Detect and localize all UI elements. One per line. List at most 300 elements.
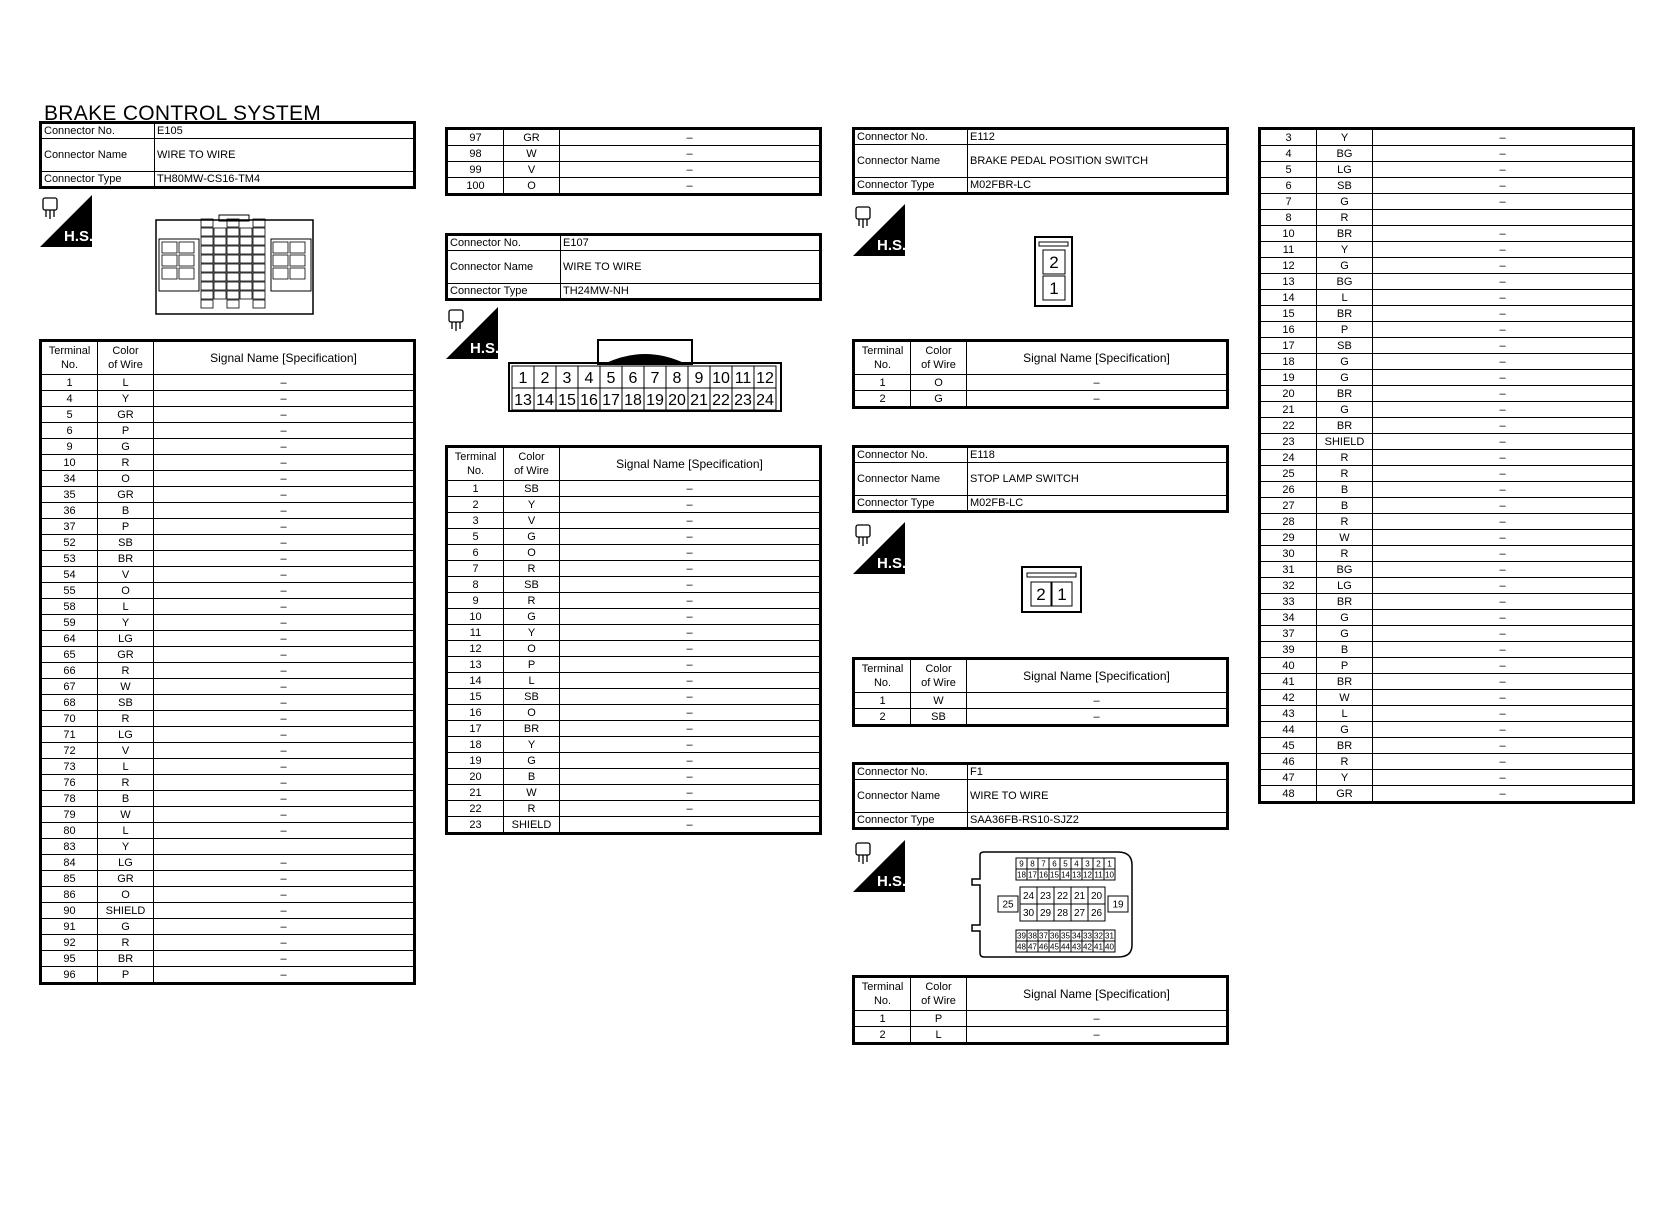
wire-color: LG [98, 855, 154, 871]
terminal-row [1260, 466, 1634, 482]
terminal-number: 100 [447, 178, 504, 195]
svg-text:13: 13 [514, 391, 532, 409]
connector-pin [1088, 904, 1105, 921]
wire-color: L [504, 673, 560, 689]
connector-e118-header [852, 445, 1229, 513]
terminal-number: 7 [1260, 194, 1317, 210]
svg-text:H.S.: H.S. [877, 873, 905, 890]
signal-name: – [154, 743, 415, 759]
terminal-row [1260, 146, 1634, 162]
wire-color: B [1317, 482, 1373, 498]
connector-pin [556, 388, 578, 410]
hs-badge-icon [40, 195, 92, 247]
wire-color: O [504, 641, 560, 657]
terminal-row [447, 545, 821, 561]
terminal-row [854, 1011, 1228, 1027]
terminal-number: 45 [1260, 738, 1317, 754]
terminal-number: 21 [1260, 402, 1317, 418]
connector-f1-section [852, 762, 1229, 830]
terminal-row [41, 759, 415, 775]
wire-color: BG [1317, 274, 1373, 290]
terminal-number: 30 [1260, 546, 1317, 562]
terminal-row [447, 641, 821, 657]
connector-type-value: TH24MW-NH [561, 284, 821, 300]
connector-pin [1093, 858, 1104, 869]
wire-color: O [504, 545, 560, 561]
signal-name: – [560, 129, 821, 146]
terminal-number: 34 [1260, 610, 1317, 626]
connector-e105-header [39, 121, 416, 189]
terminal-number: 19 [447, 753, 504, 769]
terminal-row [41, 903, 415, 919]
connector-e112-section [852, 127, 1229, 195]
hs-badge-icon [853, 840, 905, 892]
signal-name: – [1373, 274, 1634, 290]
signal-name: – [1373, 690, 1634, 706]
wire-color: R [504, 593, 560, 609]
signal-name: – [560, 817, 821, 834]
terminal-no-header: Terminal No. [854, 977, 911, 1011]
terminal-number: 96 [41, 967, 98, 984]
signal-name: – [1373, 290, 1634, 306]
terminal-row [1260, 194, 1634, 210]
signal-name: – [1373, 530, 1634, 546]
wire-color: W [98, 679, 154, 695]
wire-color: W [1317, 690, 1373, 706]
connector-e118-section [852, 445, 1229, 513]
signal-name: – [154, 711, 415, 727]
svg-text:38: 38 [1028, 931, 1037, 941]
wire-color: R [1317, 546, 1373, 562]
connector-f1-face-diagram [968, 851, 1136, 959]
connector-e112-terminal-table [852, 339, 1229, 409]
terminal-number: 27 [1260, 498, 1317, 514]
connector-pin [578, 366, 600, 388]
svg-text:12: 12 [756, 369, 774, 387]
connector-f1-terminal-table-continued [1258, 127, 1635, 804]
connector-pin [1082, 941, 1093, 952]
connector-e118-terminal-table [852, 657, 1229, 727]
hs-badge-icon [446, 307, 498, 359]
connector-pin [688, 388, 710, 410]
wire-color: B [1317, 642, 1373, 658]
terminal-row [1260, 129, 1634, 146]
terminal-number: 86 [41, 887, 98, 903]
terminal-number: 6 [41, 423, 98, 439]
signal-name: – [154, 455, 415, 471]
terminal-row [41, 391, 415, 407]
svg-text:8: 8 [1030, 859, 1035, 869]
svg-text:1: 1 [1107, 859, 1112, 869]
terminal-number: 22 [447, 801, 504, 817]
wire-color: R [1317, 466, 1373, 482]
svg-text:12: 12 [1083, 870, 1092, 880]
svg-text:16: 16 [1039, 870, 1048, 880]
wire-color: V [98, 567, 154, 583]
connector-pin [1082, 869, 1093, 880]
terminal-row [41, 855, 415, 871]
wire-color: SB [98, 535, 154, 551]
terminal-number: 35 [41, 487, 98, 503]
connector-pin [1049, 930, 1060, 941]
connector-pin [1071, 869, 1082, 880]
wire-color: V [504, 513, 560, 529]
svg-text:1: 1 [1049, 279, 1059, 299]
signal-name: – [1373, 129, 1634, 146]
wire-color: G [1317, 722, 1373, 738]
signal-name: – [154, 823, 415, 839]
connector-pin [1093, 941, 1104, 952]
connector-type-label: Connector Type [447, 284, 561, 300]
terminal-number: 83 [41, 839, 98, 855]
signal-name: – [154, 631, 415, 647]
terminal-number: 19 [1260, 370, 1317, 386]
signal-name: – [560, 753, 821, 769]
svg-text:14: 14 [536, 391, 554, 409]
connector-pin [1082, 858, 1093, 869]
wire-color: Y [1317, 770, 1373, 786]
signal-name: – [1373, 226, 1634, 242]
terminal-row [447, 705, 821, 721]
terminal-number: 91 [41, 919, 98, 935]
signal-name: – [1373, 498, 1634, 514]
terminal-number: 32 [1260, 578, 1317, 594]
connector-e105-continued [445, 127, 822, 196]
connector-pin [1104, 930, 1115, 941]
svg-text:14: 14 [1061, 870, 1070, 880]
terminal-row [1260, 674, 1634, 690]
svg-text:24: 24 [756, 391, 774, 409]
signal-name: – [560, 769, 821, 785]
signal-name: – [560, 737, 821, 753]
connector-pin [1060, 869, 1071, 880]
wire-color: G [504, 753, 560, 769]
svg-text:24: 24 [1022, 891, 1035, 903]
terminal-number: 39 [1260, 642, 1317, 658]
wire-color: R [98, 711, 154, 727]
wire-color: L [98, 599, 154, 615]
terminal-number: 4 [41, 391, 98, 407]
svg-text:23: 23 [734, 391, 752, 409]
signal-name: – [560, 673, 821, 689]
connector-pin [1038, 930, 1049, 941]
wire-color: W [1317, 530, 1373, 546]
signal-name: – [1373, 594, 1634, 610]
connector-pin [1054, 904, 1071, 921]
terminal-number: 79 [41, 807, 98, 823]
signal-name: – [1373, 386, 1634, 402]
connector-type-value: SAA36FB-RS10-SJZ2 [968, 813, 1228, 829]
wire-color: R [98, 935, 154, 951]
terminal-number: 3 [447, 513, 504, 529]
connector-pin [732, 388, 754, 410]
wire-color: V [98, 743, 154, 759]
terminal-row [447, 817, 821, 834]
wire-color: GR [98, 871, 154, 887]
svg-text:31: 31 [1105, 931, 1114, 941]
terminal-row [447, 162, 821, 178]
signal-name: – [1373, 322, 1634, 338]
wire-color: Y [504, 497, 560, 513]
terminal-row [1260, 722, 1634, 738]
wire-color: BR [1317, 594, 1373, 610]
signal-name-header: Signal Name [Specification] [560, 447, 821, 481]
signal-name: – [967, 1011, 1228, 1027]
terminal-row [854, 693, 1228, 709]
wire-color: SB [504, 481, 560, 497]
connector-pin [1020, 887, 1037, 904]
svg-text:11: 11 [1094, 870, 1103, 880]
terminal-number: 43 [1260, 706, 1317, 722]
terminal-row [447, 561, 821, 577]
terminal-row [41, 807, 415, 823]
signal-name: – [1373, 146, 1634, 162]
terminal-row [447, 497, 821, 513]
terminal-row [447, 593, 821, 609]
connector-pin [1027, 858, 1038, 869]
wire-color: BR [1317, 226, 1373, 242]
wire-color: GR [98, 407, 154, 423]
terminal-number: 1 [854, 693, 911, 709]
connector-no-label: Connector No. [41, 123, 155, 139]
connector-pin [1071, 930, 1082, 941]
signal-name: – [1373, 610, 1634, 626]
wire-color: G [1317, 370, 1373, 386]
terminal-number: 17 [447, 721, 504, 737]
terminal-row [41, 727, 415, 743]
terminal-row [41, 711, 415, 727]
terminal-number: 31 [1260, 562, 1317, 578]
wire-color: Y [1317, 242, 1373, 258]
connector-pin [1104, 869, 1115, 880]
wire-color: L [1317, 290, 1373, 306]
svg-text:H.S.: H.S. [64, 228, 92, 245]
wire-color: G [1317, 258, 1373, 274]
terminal-row [41, 487, 415, 503]
terminal-row [41, 647, 415, 663]
signal-name: – [1373, 546, 1634, 562]
connector-pin [578, 388, 600, 410]
connector-name-label: Connector Name [854, 463, 968, 496]
svg-text:30: 30 [1022, 908, 1035, 920]
wire-color: G [911, 391, 967, 408]
terminal-row [447, 769, 821, 785]
wire-color: O [98, 471, 154, 487]
terminal-number: 1 [854, 375, 911, 391]
wire-color: BR [504, 721, 560, 737]
terminal-number: 29 [1260, 530, 1317, 546]
terminal-number: 17 [1260, 338, 1317, 354]
connector-pin [754, 388, 776, 410]
terminal-number: 18 [1260, 354, 1317, 370]
terminal-row [41, 423, 415, 439]
signal-name: – [1373, 434, 1634, 450]
terminal-number: 80 [41, 823, 98, 839]
wire-color: LG [98, 631, 154, 647]
svg-text:16: 16 [580, 391, 598, 409]
terminal-row [41, 967, 415, 984]
signal-name-header: Signal Name [Specification] [154, 341, 415, 375]
terminal-row [41, 503, 415, 519]
wire-color: SB [1317, 338, 1373, 354]
svg-text:34: 34 [1072, 931, 1081, 941]
wire-color: O [911, 375, 967, 391]
signal-name: – [1373, 306, 1634, 322]
wire-color: O [98, 583, 154, 599]
wire-color: P [504, 657, 560, 673]
connector-pin [1020, 904, 1037, 921]
signal-name: – [1373, 178, 1634, 194]
connector-e112-terminal-section [852, 339, 1229, 409]
signal-name: – [967, 391, 1228, 408]
terminal-number: 8 [1260, 210, 1317, 226]
terminal-number: 2 [854, 391, 911, 408]
connector-pin [556, 366, 578, 388]
svg-text:3: 3 [562, 369, 572, 387]
connector-type-label: Connector Type [854, 178, 968, 194]
svg-text:18: 18 [624, 391, 642, 409]
connector-pin [1037, 887, 1054, 904]
terminal-row [41, 695, 415, 711]
terminal-row [1260, 178, 1634, 194]
terminal-number: 2 [447, 497, 504, 513]
terminal-number: 13 [447, 657, 504, 673]
terminal-row [41, 439, 415, 455]
signal-name: – [1373, 738, 1634, 754]
terminal-number: 6 [447, 545, 504, 561]
svg-text:8: 8 [672, 369, 682, 387]
terminal-number: 12 [1260, 258, 1317, 274]
terminal-row [1260, 770, 1634, 786]
connector-no-label: Connector No. [854, 764, 968, 780]
terminal-row [447, 577, 821, 593]
connector-pin [1088, 887, 1105, 904]
svg-text:36: 36 [1050, 931, 1059, 941]
svg-text:6: 6 [1052, 859, 1057, 869]
terminal-row [854, 1027, 1228, 1044]
wire-color: BR [98, 951, 154, 967]
terminal-number: 6 [1260, 178, 1317, 194]
connector-pin [1037, 904, 1054, 921]
signal-name: – [1373, 370, 1634, 386]
terminal-row [1260, 578, 1634, 594]
hs-badge-icon [853, 522, 905, 574]
connector-name-value: WIRE TO WIRE [561, 251, 821, 284]
terminal-row [41, 471, 415, 487]
wire-color: R [1317, 450, 1373, 466]
svg-text:9: 9 [1019, 859, 1024, 869]
connector-e107-section [445, 233, 822, 301]
signal-name: – [154, 599, 415, 615]
terminal-row [41, 519, 415, 535]
svg-text:46: 46 [1039, 942, 1048, 952]
terminal-row [1260, 306, 1634, 322]
terminal-row [1260, 450, 1634, 466]
wire-color: P [1317, 322, 1373, 338]
wire-color: R [504, 801, 560, 817]
terminal-row [854, 375, 1228, 391]
signal-name: – [560, 609, 821, 625]
terminal-row [1260, 690, 1634, 706]
signal-name: – [1373, 258, 1634, 274]
terminal-row [41, 663, 415, 679]
svg-text:7: 7 [650, 369, 660, 387]
svg-text:15: 15 [558, 391, 576, 409]
wire-color: Y [504, 625, 560, 641]
signal-name: – [154, 951, 415, 967]
svg-text:17: 17 [1028, 870, 1037, 880]
signal-name: – [154, 567, 415, 583]
terminal-number: 9 [41, 439, 98, 455]
wire-color: G [504, 609, 560, 625]
signal-name: – [560, 513, 821, 529]
terminal-number: 1 [41, 375, 98, 391]
svg-text:42: 42 [1083, 942, 1092, 952]
terminal-number: 72 [41, 743, 98, 759]
connector-e112-face-diagram [1034, 236, 1074, 308]
terminal-number: 78 [41, 791, 98, 807]
signal-name: – [154, 679, 415, 695]
terminal-row [447, 753, 821, 769]
connector-pin [622, 366, 644, 388]
terminal-row [41, 823, 415, 839]
wire-color: B [1317, 498, 1373, 514]
terminal-number: 20 [447, 769, 504, 785]
terminal-number: 99 [447, 162, 504, 178]
connector-f1-header [852, 762, 1229, 830]
terminal-number: 90 [41, 903, 98, 919]
terminal-number: 68 [41, 695, 98, 711]
wire-color: R [1317, 754, 1373, 770]
terminal-number: 8 [447, 577, 504, 593]
connector-pin [644, 366, 666, 388]
wire-color: G [1317, 626, 1373, 642]
signal-name: – [154, 551, 415, 567]
signal-name: – [560, 641, 821, 657]
signal-name: – [154, 887, 415, 903]
svg-text:1: 1 [518, 369, 528, 387]
signal-name-header: Signal Name [Specification] [967, 977, 1228, 1011]
wire-color: P [1317, 658, 1373, 674]
wire-color: L [98, 375, 154, 391]
terminal-row [41, 887, 415, 903]
terminal-row [1260, 482, 1634, 498]
terminal-row [41, 839, 415, 855]
terminal-number: 41 [1260, 674, 1317, 690]
svg-text:6: 6 [628, 369, 638, 387]
terminal-number: 23 [447, 817, 504, 834]
wire-color-header: Color of Wire [911, 659, 967, 693]
signal-name: – [560, 545, 821, 561]
terminal-number: 1 [854, 1011, 911, 1027]
svg-text:28: 28 [1056, 908, 1069, 920]
wire-color: R [98, 455, 154, 471]
connector-f1-terminal-section [852, 975, 1229, 1045]
terminal-row [41, 775, 415, 791]
signal-name: – [154, 535, 415, 551]
svg-text:22: 22 [1056, 891, 1069, 903]
terminal-number: 5 [41, 407, 98, 423]
svg-text:15: 15 [1050, 870, 1059, 880]
terminal-number: 14 [447, 673, 504, 689]
svg-text:33: 33 [1083, 931, 1092, 941]
signal-name: – [154, 487, 415, 503]
terminal-number: 4 [1260, 146, 1317, 162]
terminal-number: 5 [447, 529, 504, 545]
connector-type-label: Connector Type [41, 172, 155, 188]
svg-text:47: 47 [1028, 942, 1037, 952]
terminal-row [447, 529, 821, 545]
